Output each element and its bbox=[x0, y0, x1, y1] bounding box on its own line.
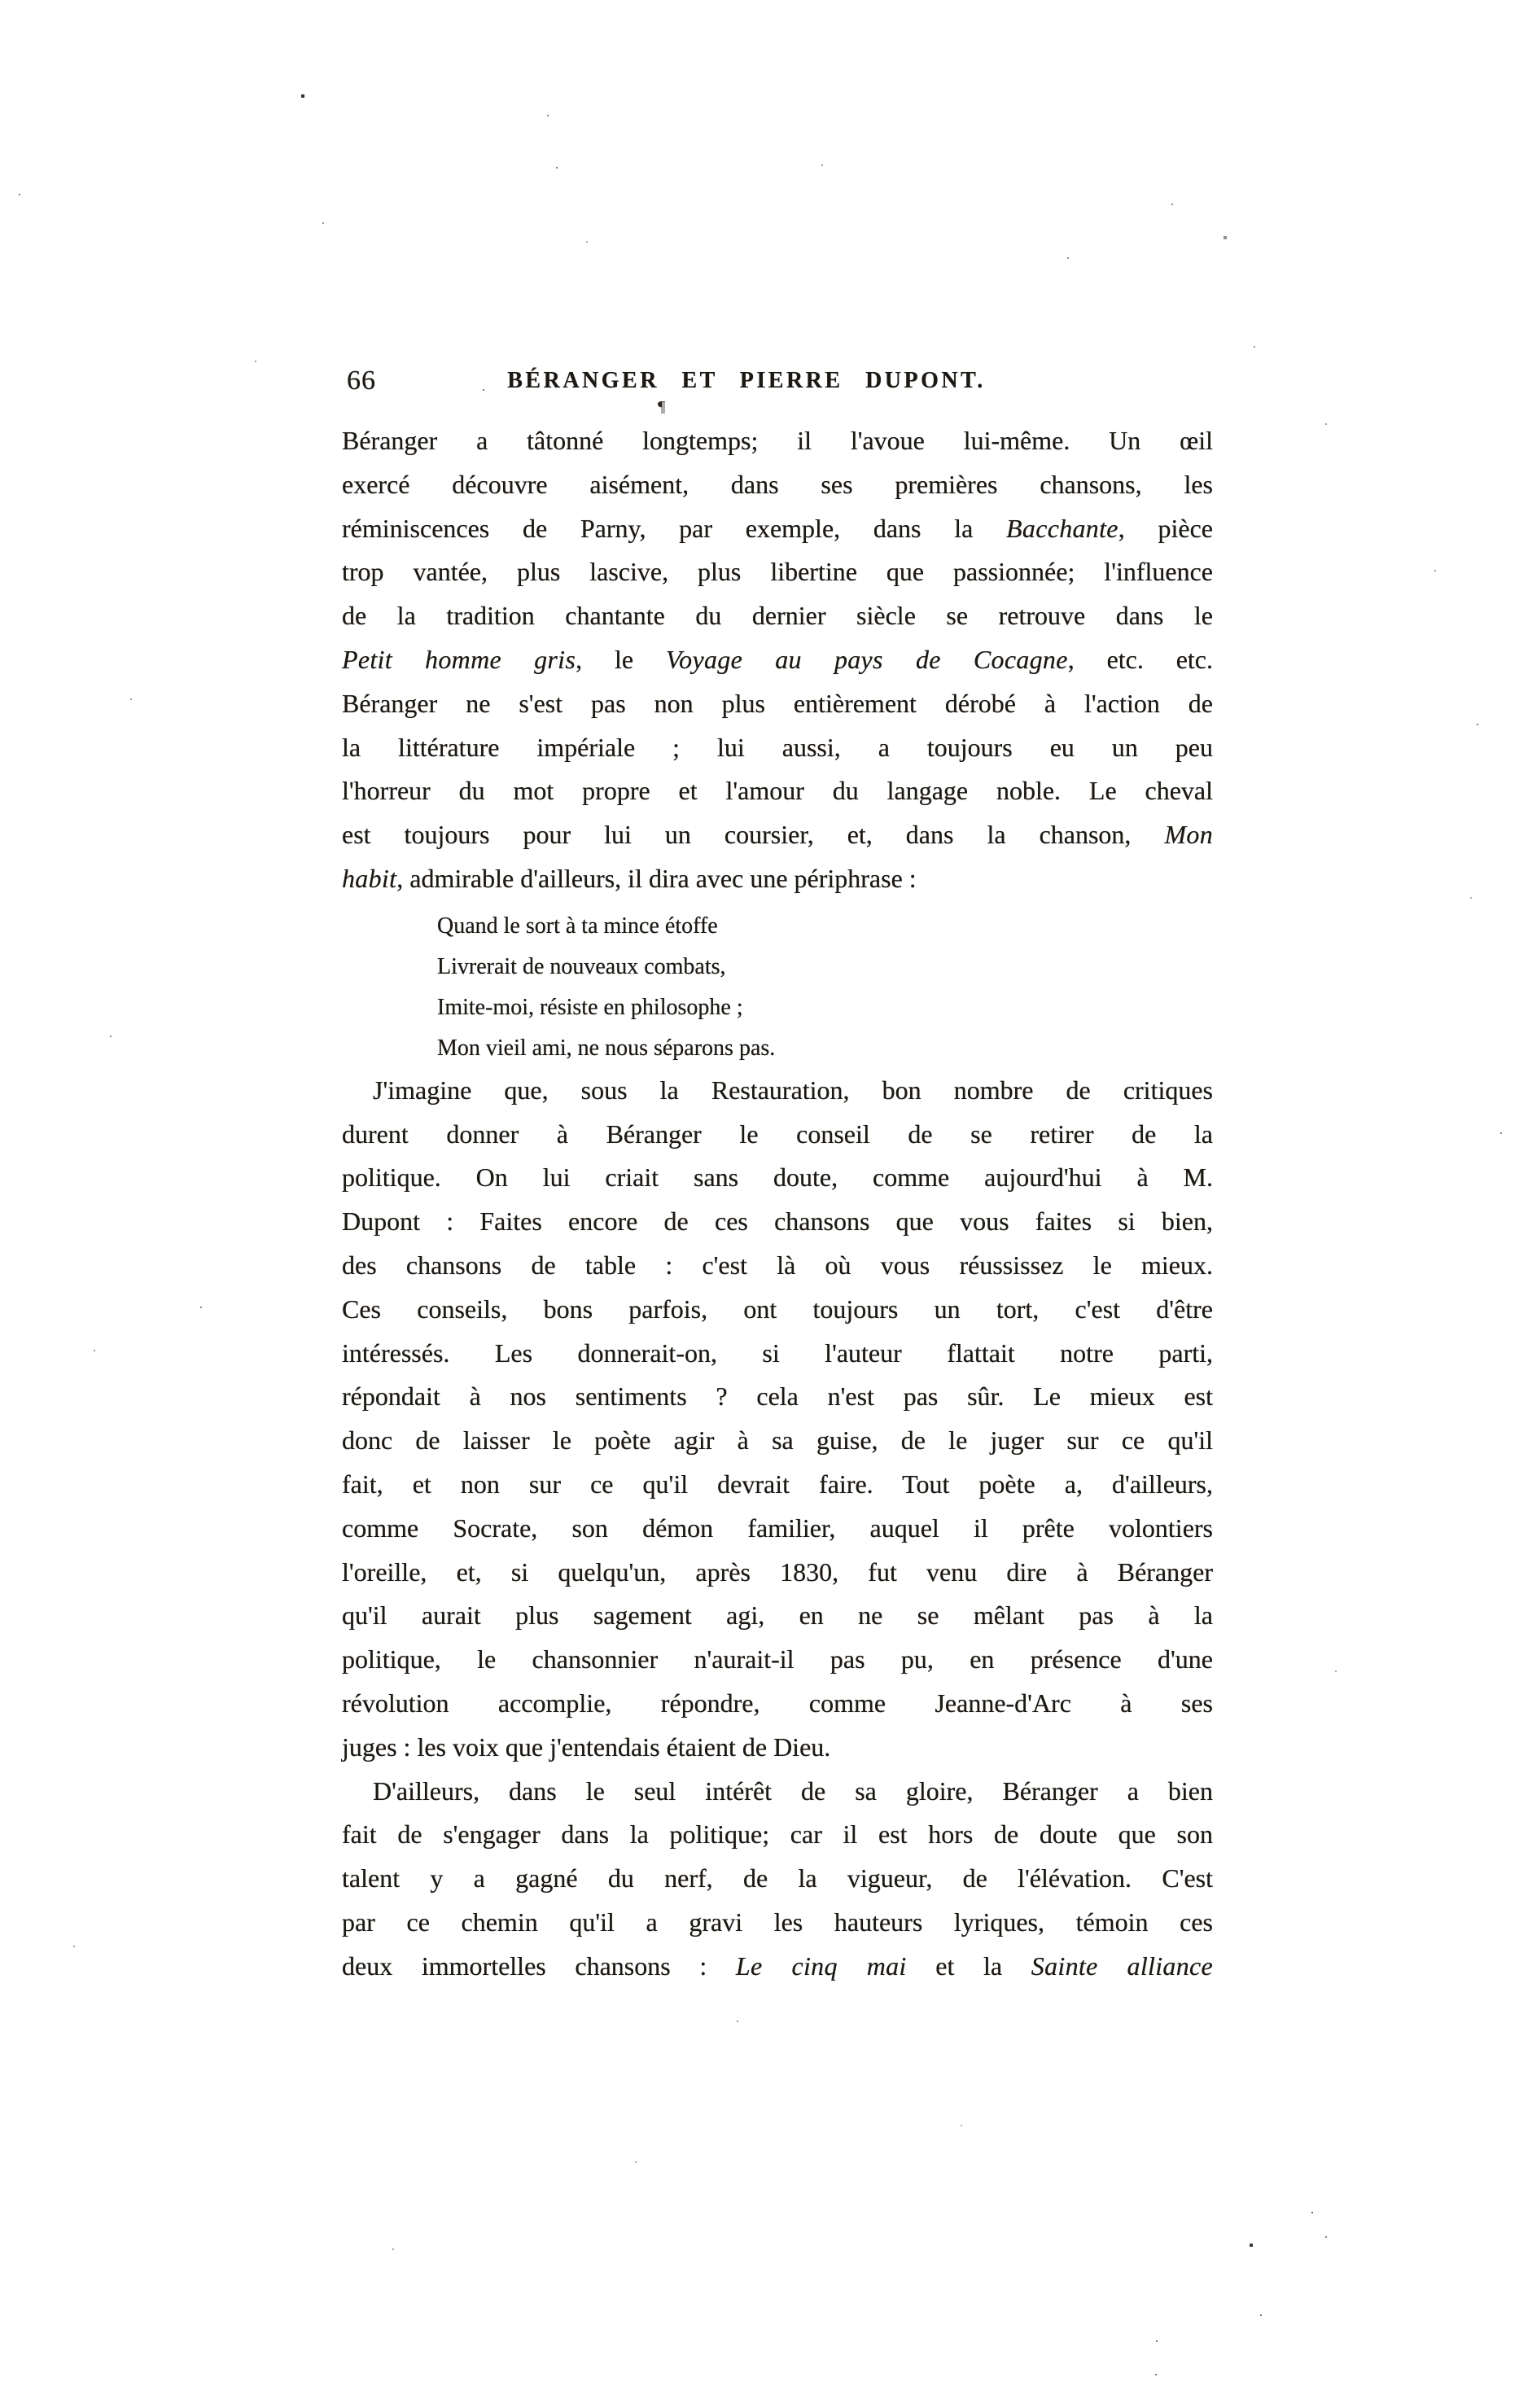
text-segment: talent y a gagné du nerf, de la vigueur, de l'élévation. C'est bbox=[342, 1863, 1213, 1894]
text-line bbox=[342, 1901, 1213, 1945]
text-line bbox=[342, 1113, 1213, 1157]
italic-text-segment: Voyage au pays de Cocagne bbox=[665, 644, 1068, 674]
text-line bbox=[342, 1244, 1213, 1288]
text-line bbox=[342, 1463, 1213, 1507]
text-segment: politique, le chansonnier n'aurait-il pas pu, en présence d'une bbox=[342, 1644, 1213, 1675]
text-segment: comme Socrate, son démon familier, auquel il prête volontiers bbox=[342, 1513, 1213, 1543]
text-line bbox=[342, 1726, 1213, 1770]
text-segment: Béranger ne s'est pas non plus entièrement dérobé à l'action de bbox=[342, 688, 1213, 718]
text-segment: est toujours pour lui un coursier, et, dans la chanson, bbox=[342, 820, 1165, 850]
text-segment: l'oreille, et, si quelqu'un, après 1830, fut venu dire à Béranger bbox=[342, 1556, 1213, 1587]
text-segment: donc de laisser le poète agir à sa guise, de le juger sur ce qu'il bbox=[342, 1425, 1213, 1456]
running-title: BÉRANGER ET PIERRE DUPONT. bbox=[507, 368, 986, 393]
text-segment: Béranger a tâtonné longtemps; il l'avoue lui-même. Un œil bbox=[342, 426, 1213, 455]
text-segment: politique. On lui criait sans doute, comme aujourd'hui à M. bbox=[342, 1162, 1213, 1193]
text-segment: , le bbox=[576, 644, 666, 674]
text-line bbox=[342, 594, 1213, 638]
text-segment: , pièce bbox=[1118, 513, 1214, 543]
text-line bbox=[342, 1682, 1213, 1726]
text-segment: Ces conseils, bons parfois, ont toujours un tort, c'est d'être bbox=[342, 1294, 1213, 1324]
italic-text-segment: Bacchante bbox=[1006, 513, 1118, 543]
paragraph-mark: ¶ bbox=[658, 397, 666, 415]
scan-noise-specks bbox=[0, 0, 2, 2]
text-line bbox=[342, 1638, 1213, 1682]
text-line bbox=[342, 463, 1213, 507]
text-line bbox=[342, 1419, 1213, 1463]
verse-line bbox=[437, 987, 1213, 1028]
paragraph bbox=[342, 1069, 1213, 1770]
page-header bbox=[342, 365, 1213, 401]
text-line bbox=[342, 638, 1213, 682]
text-line bbox=[342, 1332, 1213, 1376]
text-line bbox=[342, 1551, 1213, 1595]
text-segment: par ce chemin qu'il a gravi les hauteurs lyriques, témoin ces bbox=[342, 1907, 1213, 1937]
text-segment: deux immortelles chansons : bbox=[342, 1950, 736, 1981]
text-line bbox=[342, 550, 1213, 594]
text-segment: Quand le sort à ta mince étoffe bbox=[437, 913, 718, 939]
text-segment: intéressés. Les donnerait-on, si l'auteur flattait notre parti, bbox=[342, 1338, 1213, 1368]
text-segment: l'horreur du mot propre et l'amour du langage noble. Le cheval bbox=[342, 776, 1213, 806]
text-line bbox=[342, 1200, 1213, 1244]
text-segment: des chansons de table : c'est là où vous réussissez le mieux. bbox=[342, 1250, 1213, 1280]
text-line bbox=[342, 419, 1213, 463]
verse-block bbox=[437, 906, 1213, 1069]
text-segment: , admirable d'ailleurs, il dira avec une périphrase : bbox=[396, 863, 917, 893]
text-segment: Imite-moi, résiste en philosophe ; bbox=[437, 994, 743, 1020]
text-line bbox=[342, 1594, 1213, 1638]
text-segment: trop vantée, plus lascive, plus libertine que passionnée; l'influence bbox=[342, 557, 1213, 587]
text-segment: réminiscences de Parny, par exemple, dans la bbox=[342, 513, 1007, 543]
text-line bbox=[342, 857, 1213, 901]
italic-text-segment: Mon bbox=[1164, 820, 1213, 850]
italic-text-segment: Sainte alliance bbox=[1031, 1950, 1214, 1981]
text-line bbox=[342, 1507, 1213, 1551]
text-segment: révolution accomplie, répondre, comme Jeanne-d'Arc à ses bbox=[342, 1688, 1213, 1718]
text-line bbox=[342, 1288, 1213, 1332]
text-segment: juges : les voix que j'entendais étaient de Dieu. bbox=[342, 1732, 831, 1762]
paragraph bbox=[342, 1770, 1213, 1989]
text-line bbox=[342, 507, 1213, 551]
text-segment: répondait à nos sentiments ? cela n'est pas sûr. Le mieux est bbox=[342, 1381, 1213, 1412]
text-segment: Mon vieil ami, ne nous séparons pas. bbox=[437, 1035, 776, 1061]
text-segment: Livrerait de nouveaux combats, bbox=[437, 953, 726, 979]
text-line bbox=[342, 1813, 1213, 1857]
paragraph bbox=[342, 419, 1213, 901]
italic-text-segment: Petit homme gris bbox=[342, 644, 576, 674]
italic-text-segment: Le cinq mai bbox=[735, 1950, 907, 1981]
text-line bbox=[342, 1857, 1213, 1901]
text-segment: et la bbox=[906, 1950, 1031, 1981]
verse-line bbox=[437, 1028, 1213, 1069]
text-segment: la littérature impériale ; lui aussi, a toujours eu un peu bbox=[342, 732, 1213, 762]
text-line bbox=[342, 1069, 1213, 1113]
text-segment: fait de s'engager dans la politique; car il est hors de doute que son bbox=[342, 1819, 1213, 1850]
text-segment: exercé découvre aisément, dans ses premières chansons, les bbox=[342, 469, 1213, 499]
verse-line bbox=[437, 906, 1213, 947]
verse-line bbox=[437, 947, 1213, 987]
text-segment: qu'il aurait plus sagement agi, en ne se mêlant pas à la bbox=[342, 1600, 1213, 1631]
text-line bbox=[342, 1945, 1213, 1989]
text-line bbox=[342, 1375, 1213, 1419]
text-segment: J'imagine que, sous la Restauration, bon nombre de critiques bbox=[373, 1075, 1213, 1105]
text-segment: Dupont : Faites encore de ces chansons que vous faites si bien, bbox=[342, 1206, 1213, 1237]
page-number: 66 bbox=[347, 366, 376, 396]
text-segment: fait, et non sur ce qu'il devrait faire. Tout poète a, d'ailleurs, bbox=[342, 1469, 1213, 1499]
text-body bbox=[342, 419, 1213, 1989]
text-segment: , etc. etc. bbox=[1067, 644, 1213, 674]
text-line bbox=[342, 1156, 1213, 1200]
text-line bbox=[342, 726, 1213, 770]
text-segment: de la tradition chantante du dernier siècle se retrouve dans le bbox=[342, 601, 1213, 631]
text-line bbox=[342, 1770, 1213, 1814]
text-line bbox=[342, 769, 1213, 813]
text-line bbox=[342, 682, 1213, 726]
italic-text-segment: habit bbox=[342, 863, 397, 893]
text-line bbox=[342, 813, 1213, 857]
text-segment: durent donner à Béranger le conseil de se retirer de la bbox=[342, 1119, 1213, 1149]
text-segment: D'ailleurs, dans le seul intérêt de sa gloire, Béranger a bien bbox=[373, 1775, 1213, 1806]
